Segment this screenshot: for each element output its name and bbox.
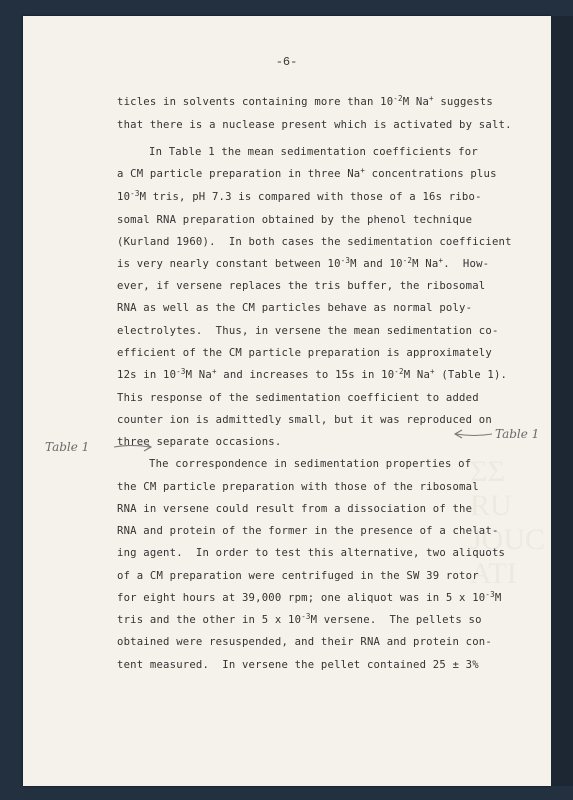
left-margin-note: Table 1 [45,440,90,454]
text-line-21: ing agent. In order to test this alternative, two aliquots [117,547,506,559]
right-arrow-icon [450,427,494,441]
text-line-10: RNA as well as the CM particles behave as normal poly- [117,302,473,314]
text-line-11: electrolytes. Thus, in versene the mean sedimentation co- [117,325,499,337]
text-line-18: the CM particle preparation with those of the ribosomal [117,481,479,493]
text-line-15: counter ion is admittedly small, but it was reproduced on [117,414,492,426]
text-line-2: that there is a nuclease present which is activated by salt. [117,119,512,131]
text-line-12: efficient of the CM particle preparation is approximately [117,347,492,359]
text-line-6: somal RNA preparation obtained by the phenol technique [117,214,473,226]
text-line-25: obtained were resuspended, and their RNA and protein con- [117,636,492,648]
left-arrow-icon [112,440,156,454]
text-line-23: for eight hours at 39,000 rpm; one aliquot was in 5 x $10^{-3}M$ [117,590,502,604]
text-line-14: This response of the sedimentation coefficient to added [117,392,479,404]
text-line-19: RNA in versene could result from a dissociation of the [117,503,473,515]
text-line-13: 12s in $10^{-3}M$ Na+ and increases to 15s in $10^{-2}M$ Na+ (Table 1). [117,367,508,381]
text-line-24: tris and the other in 5 x $10^{-3}M$ versene. The pellets so [117,612,482,626]
text-line-20: RNA and protein of the former in the presence of a chelat- [117,525,499,537]
bleed-through-text: ΣΣ RU JOUC ΑΤΙ [470,455,546,590]
text-line-5: $10^{-3}M$ tris, pH 7.3 is compared with those of a 16s ribo- [117,189,482,203]
text-line-4: a CM particle preparation in three Na+ concentrations plus [117,166,497,180]
text-line-8: is very nearly constant between $10^{-3}M$ and $10^{-2}M$ Na+. How- [117,256,490,270]
right-margin-note: Table 1 [495,427,540,441]
page-number: -6- [275,55,298,69]
text-line-3: In Table 1 the mean sedimentation coefficients for [149,146,478,158]
text-line-26: tent measured. In versene the pellet contained 25 ± 3% [117,659,479,671]
text-line-9: ever, if versene replaces the tris buffer, the ribosomal [117,280,486,292]
text-line-22: of a CM preparation were centrifuged in the SW 39 rotor [117,570,479,582]
text-line-7: (Kurland 1960). In both cases the sedimentation coefficient [117,236,512,248]
scan-edge [551,16,573,786]
text-line-17: The correspondence in sedimentation properties of [149,458,472,470]
text-line-1: ticles in solvents containing more than $10^{-2}M$ Na+ suggests [117,94,493,108]
text-line-16: three separate occasions. [117,436,282,448]
